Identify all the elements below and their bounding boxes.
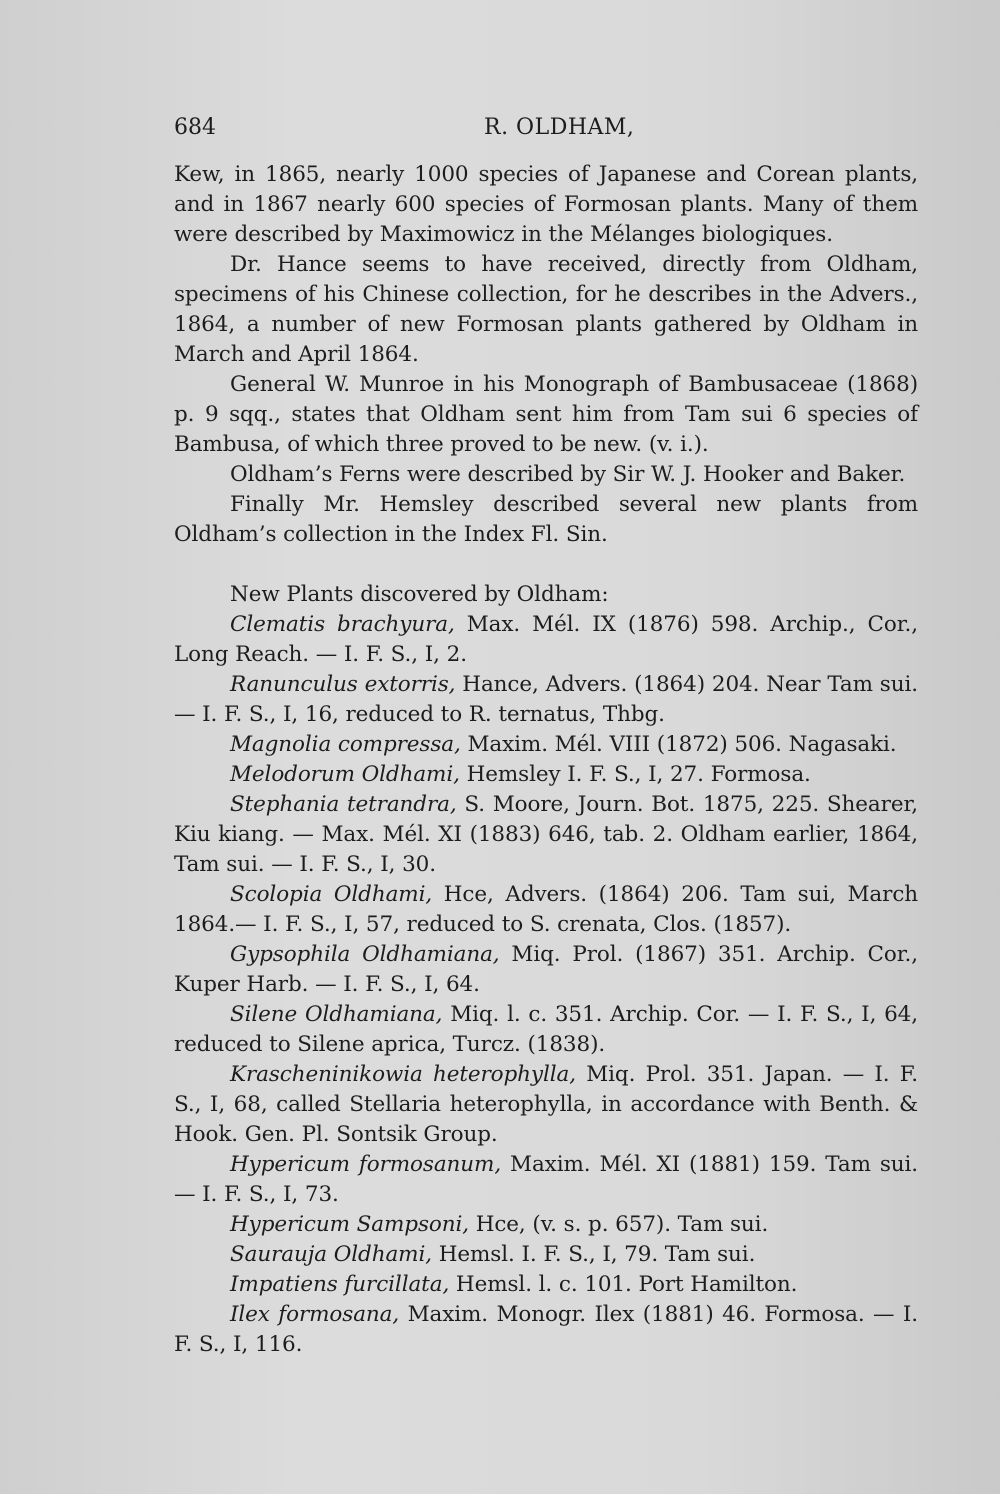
plant-reference: S. Moore, Journ. Bot. 1875, 225. Shearer, Kiu kiang. — Max. Mél. XI (1883) 646, tab. 2. Oldham earlier, 1864, Tam sui. — I. F. S., I, 30. [174, 792, 918, 877]
plant-reference: Hemsl. I. F. S., I, 79. Tam sui. [438, 1242, 756, 1267]
plant-name: Scolopia Oldhami, [230, 882, 433, 907]
page-header [174, 108, 924, 148]
page-number: 684 [174, 115, 216, 140]
plant-entry-1 [174, 610, 918, 670]
plant-entry-14 [174, 1300, 918, 1360]
plant-name: Impatiens furcillata, [230, 1272, 450, 1297]
plant-entry-11 [174, 1210, 918, 1240]
plant-name: Hypericum formosanum, [230, 1152, 502, 1177]
plant-reference: Maxim. Mél. XI (1881) 159. Tam sui. — I. F. S., I, 73. [174, 1152, 919, 1207]
plant-entry-6 [174, 880, 918, 940]
page-content [174, 160, 918, 1360]
plants-heading: New Plants discovered by Oldham: [230, 582, 609, 607]
plant-reference: Hemsley I. F. S., I, 27. Formosa. [466, 762, 811, 787]
plant-reference: Maxim. Monogr. Ilex (1881) 46. Formosa. — I. F. S., I, 116. [174, 1302, 919, 1357]
plant-reference: Maxim. Mél. VIII (1872) 506. Nagasaki. [467, 732, 897, 757]
body-paragraph-4: Oldham’s Ferns were described by Sir W. J. Hooker and Baker. [230, 462, 906, 487]
plant-name: Silene Oldhamiana, [230, 1002, 443, 1027]
plant-entry-3 [174, 730, 918, 760]
plant-name: Ranunculus extorris, [230, 672, 456, 697]
plant-reference: Hemsl. l. c. 101. Port Hamilton. [455, 1272, 798, 1297]
plant-entry-12 [174, 1240, 918, 1270]
plant-name: Krascheninikowia heterophylla, [230, 1062, 576, 1087]
plant-reference: Miq. Prol. (1867) 351. Archip. Cor., Kuper Harb. — I. F. S., I, 64. [174, 942, 919, 997]
plant-name: Stephania tetrandra, [230, 792, 457, 817]
plant-entry-7 [174, 940, 918, 1000]
body-paragraph-1: Kew, in 1865, nearly 1000 species of Japanese and Corean plants, and in 1867 nearly 600 species of Formosan plants. Many of them were described by Maximowicz in the Mélanges biologiques. [174, 162, 918, 247]
section-spacer [174, 550, 918, 580]
plant-name: Hypericum Sampsoni, [230, 1212, 469, 1237]
plant-reference: Hance, Advers. (1864) 204. Near Tam sui. — I. F. S., I, 16, reduced to R. ternatus, Thbg. [174, 672, 918, 727]
plant-reference: Hce, Advers. (1864) 206. Tam sui, March 1864.— I. F. S., I, 57, reduced to S. crenata, Clos. (1857). [174, 882, 919, 937]
plant-entry-2 [174, 670, 918, 730]
plant-name: Melodorum Oldhami, [230, 762, 460, 787]
plant-name: Magnolia compressa, [230, 732, 461, 757]
body-paragraph-3: General W. Munroe in his Monograph of Bambusaceae (1868) p. 9 sqq., states that Oldham sent him from Tam sui 6 species of Bambusa, of which three proved to be new. (v. i.). [174, 372, 918, 457]
plant-entry-10 [174, 1150, 918, 1210]
plant-entry-13 [174, 1270, 918, 1300]
plant-reference: Miq. l. c. 351. Archip. Cor. — I. F. S., I, 64, reduced to Silene aprica, Turcz. (1838). [174, 1002, 918, 1057]
plant-name: Saurauja Oldhami, [230, 1242, 432, 1267]
running-head: R. OLDHAM, [484, 115, 635, 140]
plant-entry-8 [174, 1000, 918, 1060]
body-paragraph-5: Finally Mr. Hemsley described several new plants from Oldham’s collection in the Index Fl. Sin. [174, 492, 918, 547]
plant-reference: Miq. Prol. 351. Japan. — I. F. S., I, 68, called Stellaria heterophylla, in accordance with Benth. & Hook. Gen. Pl. Sontsik Group. [174, 1062, 918, 1147]
plant-name: Clematis brachyura, [230, 612, 455, 637]
plant-reference: Hce, (v. s. p. 657). Tam sui. [475, 1212, 769, 1237]
plant-name: Ilex formosana, [230, 1302, 400, 1327]
plant-entry-4 [174, 760, 918, 790]
plant-reference: Max. Mél. IX (1876) 598. Archip., Cor., Long Reach. — I. F. S., I, 2. [174, 612, 918, 667]
plant-name: Gypsophila Oldhamiana, [230, 942, 500, 967]
plant-entry-9 [174, 1060, 918, 1150]
plant-entry-5 [174, 790, 918, 880]
body-paragraph-2: Dr. Hance seems to have received, directly from Oldham, specimens of his Chinese collection, for he describes in the Advers., 1864, a number of new Formosan plants gathered by Oldham in March and April 1864. [174, 252, 918, 367]
